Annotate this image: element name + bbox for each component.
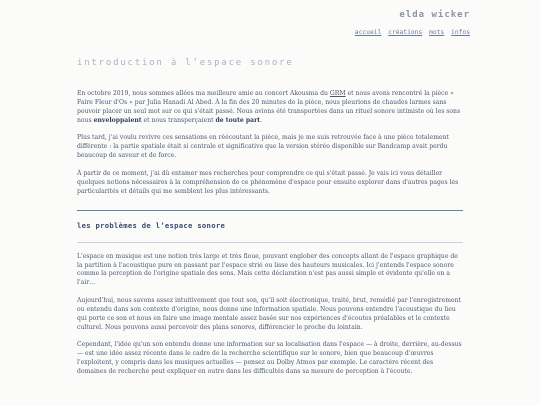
emphasis-text: de toute part bbox=[215, 116, 261, 124]
text-run: En octobre 2019, nous sommes allées ma meilleure amie au concert Akousma du bbox=[77, 90, 330, 98]
emphasis-text: enveloppaient bbox=[93, 116, 142, 124]
text-run: . bbox=[260, 116, 263, 124]
section-title-underline bbox=[77, 242, 463, 243]
section-paragraph-1: L'espace en musique est une notion très large et très floue, pouvant englober des concepts allant de l'espace graphique de la partition à l'acoustique pure en passant par l'espace strié ou lisse des hauteurs musicales. Ici j'entends l'espace sonore comme la perception de l'origine spatiale des sons. Mais cette déclaration n'est pas aussi simple et évidente qu'elle en a l'air… bbox=[77, 252, 458, 287]
abbr-link: GRM bbox=[329, 90, 346, 98]
nav-link-accueil[interactable]: accueil bbox=[354, 29, 382, 36]
article-content bbox=[77, 57, 463, 386]
nav-link-infos[interactable]: infos bbox=[451, 29, 470, 36]
section-divider bbox=[77, 210, 463, 211]
intro-paragraph-2: Plus tard, j'ai voulu revivre ces sensations en réécoutant la pièce, mais je me suis retrouvée face à une pièce totalement différente : la partie spatiale était si centrale et significative que la version stéréo disponible sur Bandcamp avait perdu beaucoup de saveur et de force. bbox=[77, 134, 450, 160]
page-title: introduction à l’espace sonore bbox=[77, 58, 294, 68]
section-paragraph-2: Aujourd'hui, nous savons assez intuitivement que tout son, qu'il soit électronique, traité, brut, remédié par l'enregistrement ou entendu dans son contexte d'origine, nous donne une information spatiale. Nous pouvons entendre l'acoustique du lieu qui porte ce son et nous en faire une image mentale assez basée sur nos expériences d'écoutes préalables et le contexte culturel. Nous pouvons aussi percevoir des plans sonores, différencier le proche du lointain. bbox=[77, 297, 462, 331]
site-header bbox=[352, 10, 470, 36]
section-paragraph-3: Cependant, l'idée qu'un son entendu donne une information sur sa localisation dans l'espace — à droite, derrière, au-dessus — est une idée assez récente dans le cadre de la recherche scientifique sur le sonore, bien que beaucoup d'œuvres l'exploitent, y compris dans les musiques actuelles — pensez au Dolby Atmos par exemple. Le caractère récent des domaines de recherche peut expliquer en outre dans les difficultés dans sa mesure de perception à l'écoute. bbox=[77, 341, 462, 375]
nav-link-mots[interactable]: mots bbox=[429, 29, 445, 36]
text-run: et nous transperçaient bbox=[141, 116, 216, 124]
intro-paragraph-3: À partir de ce moment, j'ai dû entamer mes recherches pour comprendre ce qui s'était passé. Je vais ici vous détailler quelques notions nécessaires à la compréhension de ce phénomène d'espace pour ensuite explorer dans d'autres pages les particularités et détails qui me semblent les plus intéressants. bbox=[77, 169, 459, 195]
intro-paragraph-1 bbox=[77, 90, 463, 125]
nav-link-creations[interactable]: créations bbox=[388, 29, 423, 36]
site-title[interactable]: elda wicker bbox=[399, 10, 470, 20]
main-nav bbox=[352, 29, 470, 36]
text-run: et nous avons rencontré la pièce « Faire Fleur d'Os » par Julia Hanadi Al Abed. À la fin des 20 minutes de la pièce, nous pleurions de chaudes larmes sans pouvoir placer un seul mot sur ce qui s'était passé. Nous avions été transportées dans un rituel sonore intimiste où les sons nous bbox=[77, 90, 461, 124]
section-title: les problèmes de l’espace sonore bbox=[77, 221, 226, 231]
